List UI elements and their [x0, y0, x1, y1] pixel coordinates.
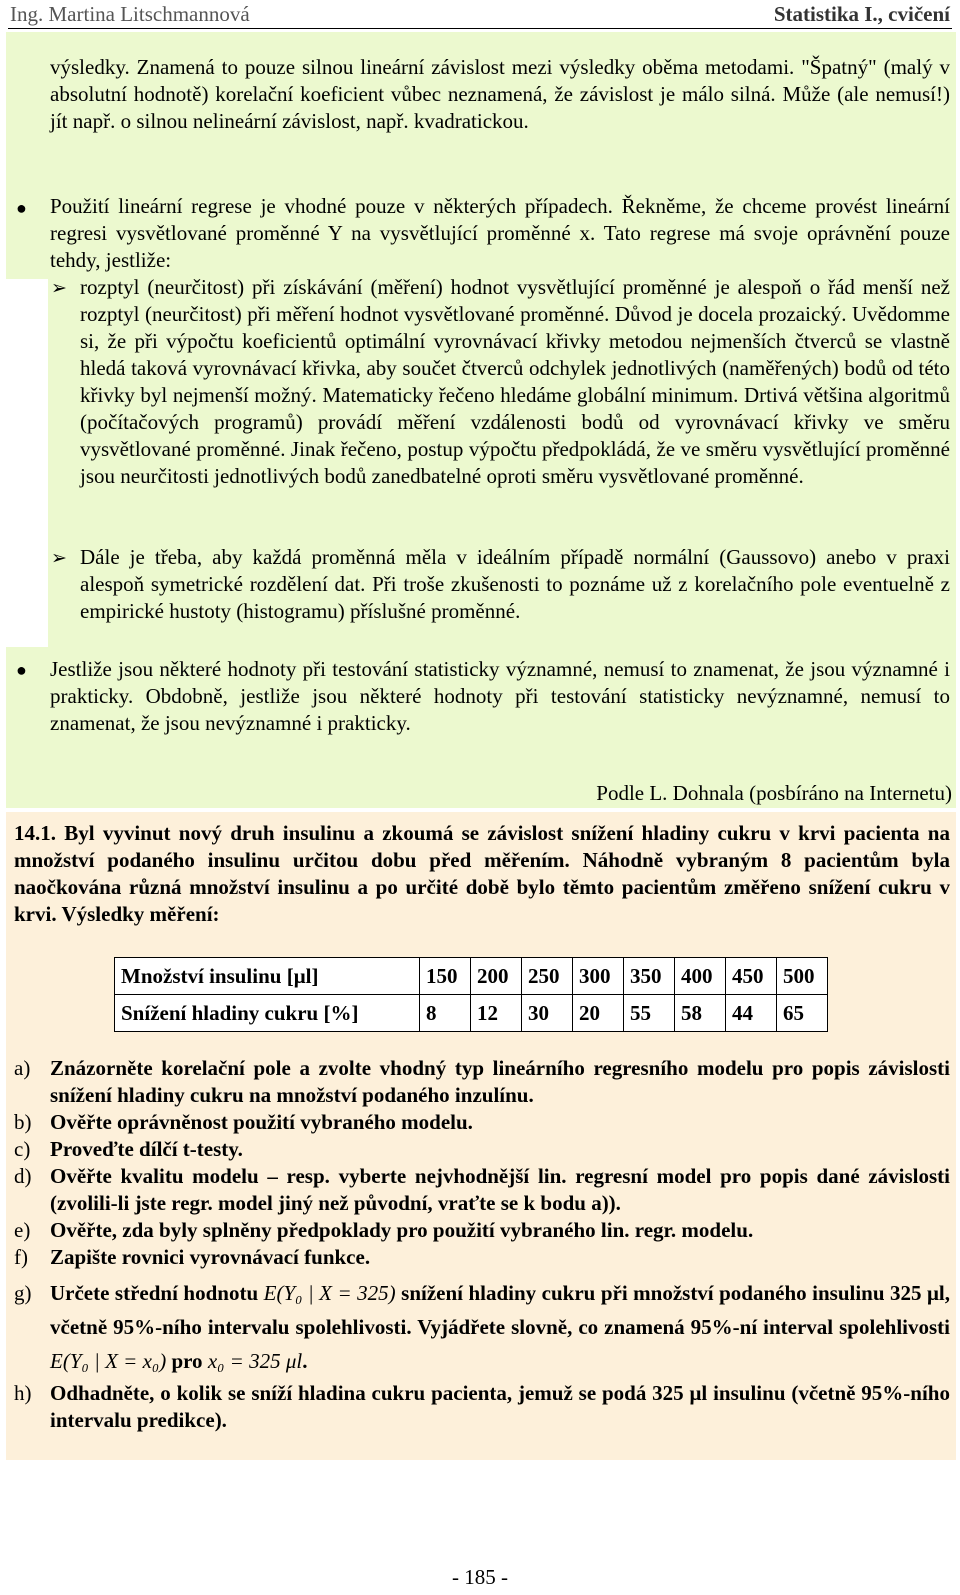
task-text: [50, 1276, 950, 1378]
task-h: [14, 1380, 950, 1434]
task-text: Zapište rovnici vyrovnávací funkce.: [50, 1245, 371, 1269]
table-cell: 350: [624, 958, 675, 995]
task-label: g): [14, 1281, 32, 1305]
task-c: [14, 1136, 950, 1163]
task-label: h): [14, 1381, 32, 1405]
exercise-box: [6, 812, 956, 1460]
measurement-table: [114, 957, 828, 1032]
table-cell: 400: [675, 958, 726, 995]
table-cell: 65: [777, 995, 828, 1032]
table-cell: 500: [777, 958, 828, 995]
notes-sub-2: Dále je třeba, aby každá proměnná měla v ideálním případě normální (Gaussovo) anebo v praxi alespoň symetrické rozdělení dat. Při troše zkušenosti to poznáme už z korelačního pole eventuelně z empirické hustoty (histogramu) příslušné proměnné.: [80, 545, 950, 623]
task-text-part: snížení hladiny cukru při množství podaného insulinu 325 μl, včetně 95%-ního intervalu spolehlivosti. Vyjádřete slovně, co znamená 95%-ní interval spolehlivosti: [50, 1281, 951, 1339]
task-text-part: Určete střední hodnotu: [50, 1281, 259, 1305]
table-cell: 300: [573, 958, 624, 995]
table-cell: 450: [726, 958, 777, 995]
formula-conditional-mean-general: E(Y₀ | X = x₀): [50, 1349, 167, 1373]
task-label: c): [14, 1137, 31, 1161]
task-g: [14, 1276, 950, 1378]
notes-continuation: výsledky. Znamená to pouze silnou lineární závislost mezi výsledky oběma metodami. "Špatný" (malý v absolutní hodnotě) korelační koeficient vůbec neznamená, že závislost je málo silná. Může (ale nemusí!) jít např. o silnou nelineární závislost, např. kvadratickou.: [50, 55, 950, 133]
table-cell: 150: [420, 958, 471, 995]
task-text: Ověřte kvalitu modelu – resp. vyberte nejvhodnější lin. regresní model pro popis dané závislosti (zvolili-li jste regr. model jiný než původní, vraťte se k bodu a)).: [50, 1164, 950, 1215]
task-e: [14, 1217, 950, 1244]
bullet-dot-1: ●: [16, 198, 27, 218]
arrow-icon: ➢: [51, 278, 67, 299]
task-label: e): [14, 1218, 31, 1242]
formula-conditional-mean: E(Y₀ | X = 325): [263, 1281, 396, 1305]
notes-source: Podle L. Dohnala (posbíráno na Internetu): [596, 781, 952, 805]
table-row: [115, 995, 828, 1032]
arrow-icon: ➢: [51, 548, 67, 569]
header-author: Ing. Martina Litschmannová: [10, 2, 250, 26]
table-cell: 58: [675, 995, 726, 1032]
task-f: [14, 1244, 950, 1271]
formula-x0: x₀ = 325 μl: [207, 1349, 303, 1373]
table-cell: 20: [573, 995, 624, 1032]
notes-bullet-1: Použití lineární regrese je vhodné pouze v některých případech. Řekněme, že chceme provést lineární regresi vysvětlované proměnné Y na vysvětlující proměnné x. Tato regrese má svoje oprávnění pouze tehdy, jestliže:: [50, 194, 950, 272]
task-a: [14, 1055, 950, 1109]
table-cell: 44: [726, 995, 777, 1032]
task-b: [14, 1109, 950, 1136]
task-text: Znázorněte korelační pole a zvolte vhodný typ lineárního regresního modelu pro popis závislosti snížení hladiny cukru na množství podaného inzulínu.: [50, 1056, 950, 1107]
task-text: Ověřte oprávněnost použití vybraného modelu.: [50, 1110, 473, 1134]
table-cell: 250: [522, 958, 573, 995]
notes-sub-1: rozptyl (neurčitost) při získávání (měření) hodnot vysvětlující proměnné je alespoň o řád menší než rozptyl (neurčitost) při měření hodnot vysvětlované proměnné. Důvod je docela prozaický. Uvědomme si, že při výpočtu koeficientů optimální vyrovnávací křivky metodou nejmenších čtverců se vlastně hledá taková vyrovnávací křivka, aby součet čtverců odchylek jednotlivých (naměřených) bodů od této křivky byl nejmenší možný. Matematicky řečeno hledáme globální minimum. Drtivá většina algoritmů (počítačových programů) provádí měření vzdálenosti bodů od vyrovnávací křivky ve směru vysvětlované proměnné. Jinak řečeno, postup výpočtu předpokládá, že ve směru vysvětlující proměnné jsou neurčitosti jednotlivých bodů zanedbatelné oproti směru vysvětlované proměnné.: [80, 275, 950, 488]
task-text-part: pro: [171, 1349, 203, 1373]
row-label-sugar: Snížení hladiny cukru [%]: [115, 995, 420, 1032]
task-label: f): [14, 1245, 28, 1269]
notes-bullet-2: Jestliže jsou některé hodnoty při testování statisticky významné, nemusí to znamenat, že jsou významné i prakticky. Obdobně, jestliže jsou některé hodnoty při testování statisticky nevýznamné, nemusí to znamenat, že jsou nevýznamné i prakticky.: [50, 657, 950, 735]
task-label: d): [14, 1164, 32, 1188]
bullet-dot-2: ●: [16, 660, 27, 680]
table-cell: 55: [624, 995, 675, 1032]
notes-box: [6, 32, 956, 808]
table-cell: 200: [471, 958, 522, 995]
page-number: - 185 -: [452, 1565, 508, 1589]
task-text: Odhadněte, o kolik se sníží hladina cukru pacienta, jemuž se podá 325 μl insulinu (včetně 95%-ního intervalu predikce).: [50, 1381, 950, 1432]
table-cell: 8: [420, 995, 471, 1032]
task-d: [14, 1163, 950, 1217]
page-header: [8, 0, 952, 29]
task-text: Proveďte dílčí t-testy.: [50, 1137, 243, 1161]
exercise-text: 14.1. Byl vyvinut nový druh insulinu a zkoumá se závislost snížení hladiny cukru v krvi pacienta na množství podaného insulinu určitou dobu před měřením. Náhodně vybraným 8 pacientům byla naočkována různá množství insulinu a po určité době bylo těmto pacientům změřeno snížení cukru v krvi. Výsledky měření:: [14, 821, 950, 926]
task-text-part: .: [302, 1349, 308, 1373]
table-cell: 30: [522, 995, 573, 1032]
margin-strip: [6, 279, 48, 647]
header-course: Statistika I., cvičení: [773, 2, 950, 26]
task-label: a): [14, 1056, 31, 1080]
table-cell: 12: [471, 995, 522, 1032]
table-row: [115, 958, 828, 995]
task-text: Ověřte, zda byly splněny předpoklady pro použití vybraného lin. regr. modelu.: [50, 1218, 754, 1242]
row-label-insulin: Množství insulinu [μl]: [115, 958, 420, 995]
task-label: b): [14, 1110, 32, 1134]
